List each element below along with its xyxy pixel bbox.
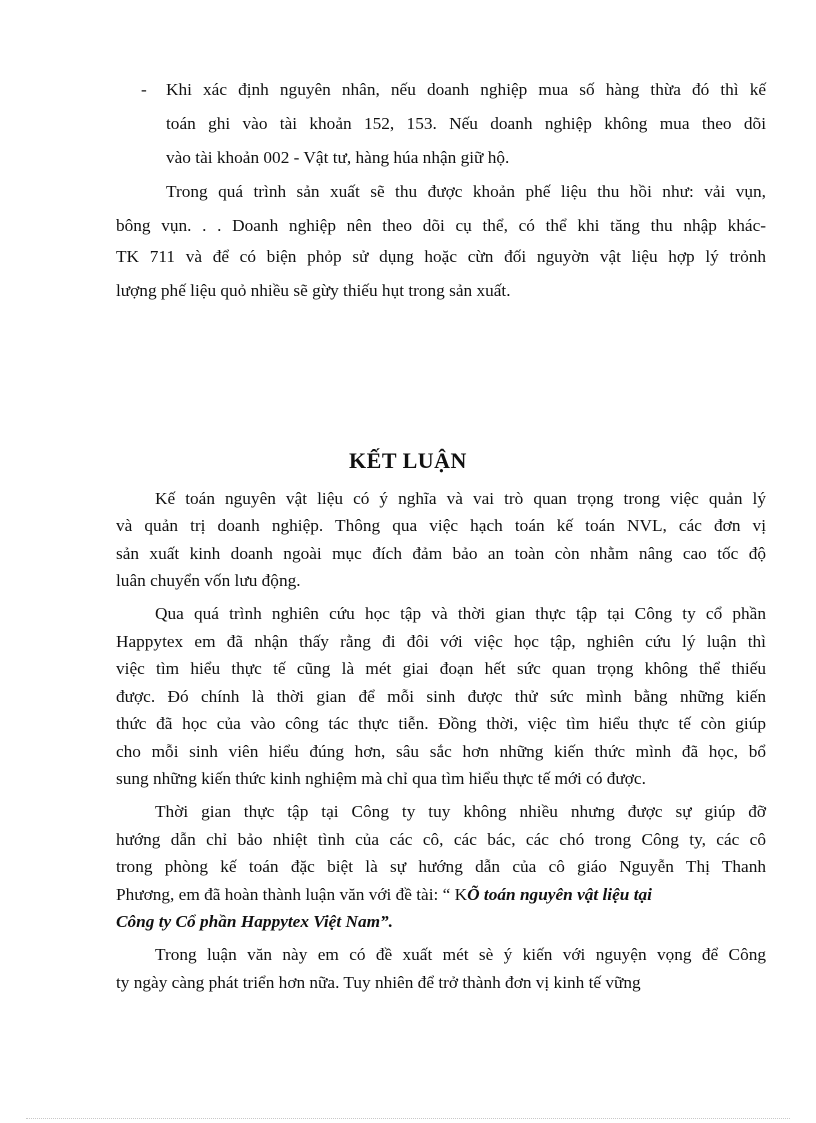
paragraph-line: và quản trị doanh nghiệp. Thông qua việc hạch toán kế toán NVL, các đơn vị [116,516,766,535]
paragraph-line: Thời gian thực tập tại Công ty tuy không nhiều nhưng được sự giúp đỡ [155,802,766,821]
paragraph-line: được. Đó chính là thời gian để mỗi sinh được thử sức mình bằng những kiến [116,687,766,706]
paragraph-line: việc tìm hiểu thực tế cũng là mét giai đoạn hết sức quan trọng không thể thiếu [116,659,766,678]
paragraph-line: Happytex em đã nhận thấy rằng đi đôi với việc học tập, nghiên cứu lý luận thì [116,632,766,651]
bullet-marker: - [141,80,147,99]
bullet-line: vào tài khoản 002 - Vật tư, hàng húa nhận giữ hộ. [166,148,510,167]
paragraph-line [116,884,652,906]
paragraph-line: hướng dẫn chỉ bảo nhiệt tình của các cô, các bác, các chó trong Công ty, các cô [116,830,766,849]
bullet-line: toán ghi vào tài khoản 152, 153. Nếu doanh nghiệp không mua theo dõi [166,114,766,133]
paragraph-line: Kế toán nguyên vật liệu có ý nghĩa và vai trò quan trọng trong việc quản lý [155,489,766,508]
paragraph-line: lượng phế liệu quỏ nhiều sẽ gừy thiếu hụt trong sản xuất. [116,281,511,300]
paragraph-text: Phương, em đã hoàn thành luận văn với đề tài: “ K [116,885,468,904]
paragraph-line: cho mỗi sinh viên hiểu đúng hơn, sâu sắc hơn những kiến thức mình đã học, bổ [116,742,766,761]
thesis-title-text: Công ty Cổ phần Happytex Việt Nam”. [116,912,393,931]
paragraph-line: sản xuất kinh doanh ngoài mục đích đảm bảo an toàn còn nhằm nâng cao tốc độ [116,544,766,563]
paragraph-line: Trong quá trình sản xuất sẽ thu được khoản phế liệu thu hồi như: vải vụn, [166,182,766,201]
paragraph-line: Trong luận văn này em có đề xuất mét sè ý kiến với nguyện vọng để Công [155,945,766,964]
paragraph-line: bông vụn. . . Doanh nghiệp nên theo dõi cụ thể, có thể khi tăng thu nhập khác- [116,216,766,235]
paragraph-line: Qua quá trình nghiên cứu học tập và thời gian thực tập tại Công ty cổ phần [155,604,766,623]
paragraph-line: TK 711 và để có biện phỏp sử dụng hoặc cừn đối nguyờn vật liệu hợp lý trỏnh [116,247,766,266]
thesis-title-text: Õ toán nguyên vật liệu tại [467,885,652,904]
paragraph-line: luân chuyển vốn lưu động. [116,571,301,590]
bullet-line: Khi xác định nguyên nhân, nếu doanh nghiệp mua số hàng thừa đó thì kế [166,80,766,99]
paragraph-line: thức đã học của vào công tác thực tiễn. Đồng thời, việc tìm hiểu thực tế còn giúp [116,714,766,733]
paragraph-line: trong phòng kế toán đặc biệt là sự hướng dẫn của cô giáo Nguyễn Thị Thanh [116,857,766,876]
footer-divider [26,1118,790,1119]
paragraph-line: sung những kiến thức kinh nghiệm mà chỉ qua tìm hiểu thực tế mới có được. [116,769,646,788]
section-title: KẾT LUẬN [349,448,467,473]
paragraph-line: ty ngày càng phát triển hơn nữa. Tuy nhiên để trở thành đơn vị kinh tế vững [116,973,641,992]
